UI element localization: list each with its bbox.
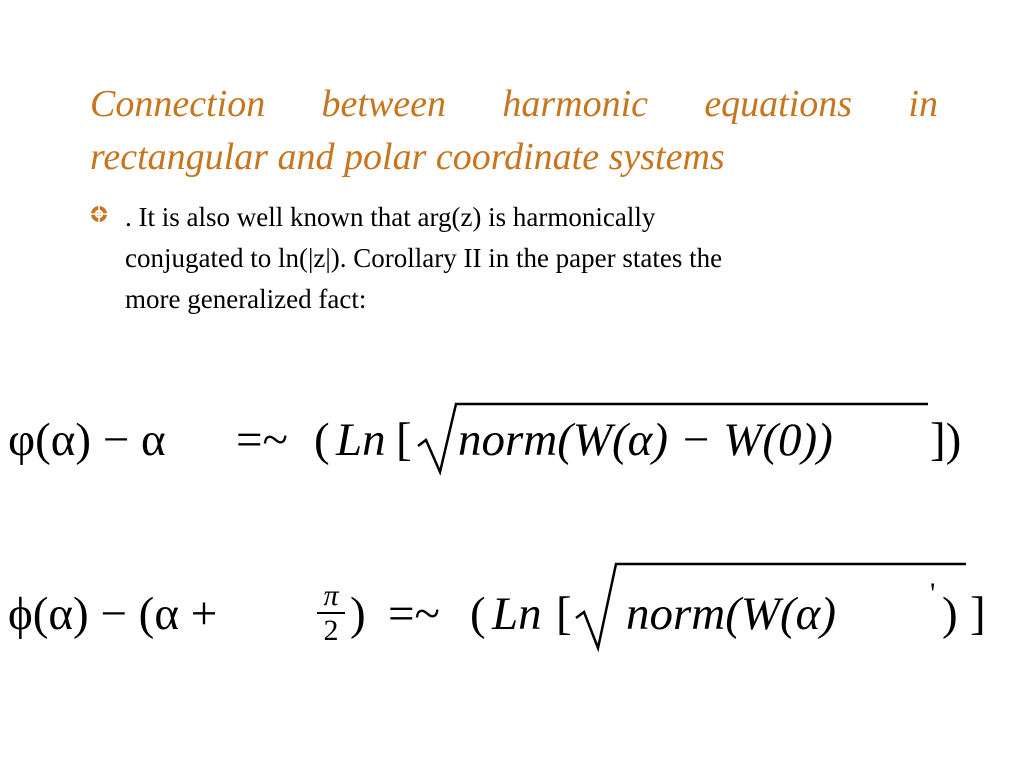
title-line-2: rectangular and polar coordinate systems xyxy=(90,136,725,178)
eq2-prime: ' xyxy=(930,577,936,610)
title-word: between xyxy=(321,83,447,125)
target-bullet-icon xyxy=(90,205,108,223)
slide-title xyxy=(90,78,938,184)
title-word: equations xyxy=(704,83,853,125)
eq1-open-paren: ( xyxy=(314,414,330,466)
eq2-fraction-denominator: 2 xyxy=(323,614,339,647)
eq1-ln: Ln xyxy=(336,414,386,466)
eq1-radicand: norm(W(α) − W(0)) xyxy=(458,414,833,466)
eq1-lhs: φ(α) − α xyxy=(8,414,166,466)
bullet-text xyxy=(125,197,915,320)
eq2-fraction xyxy=(316,580,346,648)
bullet-line: . It is also well known that arg(z) is harmonically xyxy=(125,202,656,232)
bullet-line: conjugated to ln(|z|). Corollary II in the paper states the xyxy=(125,243,723,273)
title-line-1 xyxy=(90,78,938,131)
eq2-lhs-part-a: ϕ(α) − (α + xyxy=(8,588,218,640)
eq2-ln: Ln xyxy=(492,588,542,640)
eq2-lhs-part-b: ) xyxy=(350,588,366,640)
eq2-radicand-close: ) xyxy=(942,588,958,640)
title-word: harmonic xyxy=(502,83,648,125)
eq2-left-bracket: [ xyxy=(556,588,572,640)
eq2-open-paren: ( xyxy=(470,588,486,640)
eq1-operator: =~ xyxy=(236,414,288,466)
bullet-line: more generalized fact: xyxy=(125,284,367,314)
title-word: Connection xyxy=(90,83,266,125)
eq1-left-bracket: [ xyxy=(396,414,412,466)
eq2-radicand: norm(W(α) xyxy=(626,588,837,640)
eq2-close-bracket: ] xyxy=(970,588,986,640)
eq2-fraction-numerator: π xyxy=(323,579,339,612)
eq2-operator: =~ xyxy=(388,588,440,640)
title-word: in xyxy=(908,83,938,125)
eq1-close: ]) xyxy=(930,414,962,466)
